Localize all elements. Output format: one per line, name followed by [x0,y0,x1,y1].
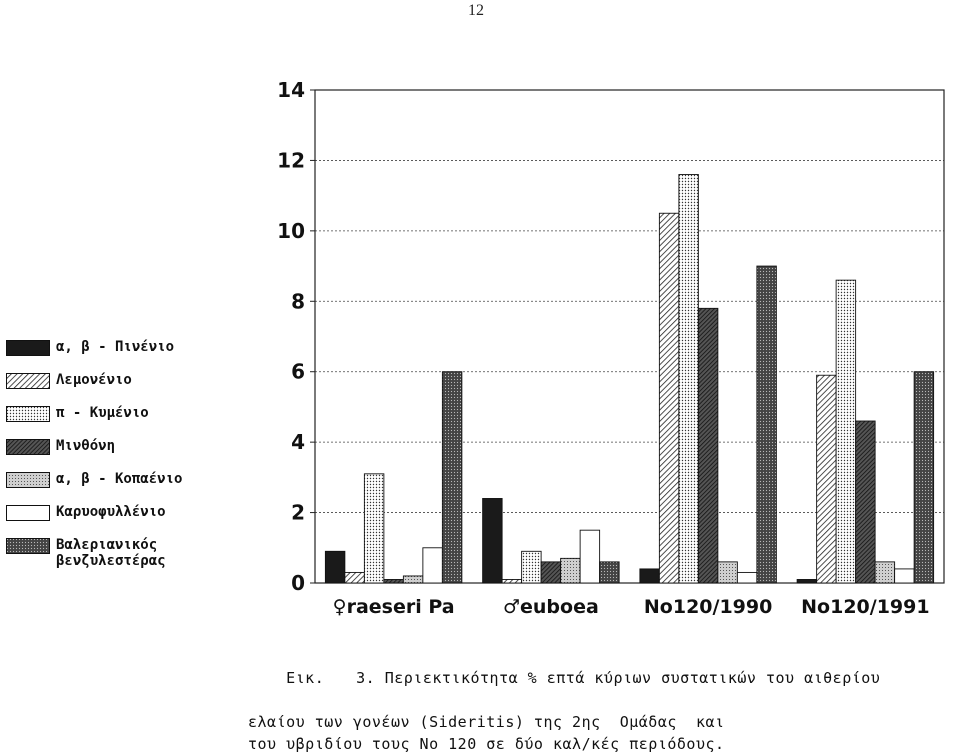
x-category-label: ♀raeseri Pa [332,596,455,618]
bar [580,530,600,583]
bar [640,569,660,583]
bar [561,558,581,583]
caption-label: Εικ. [286,669,325,687]
bar [856,421,876,583]
x-category-label: No120/1991 [801,596,930,618]
bar [914,372,934,583]
legend-label: α, β - Πινένιο [56,339,175,355]
caption-number: 3. [356,669,376,687]
bar [718,562,738,583]
bar [502,579,522,583]
bar [541,562,561,583]
y-tick-label: 6 [291,359,305,384]
x-category-label: No120/1990 [643,596,773,618]
y-tick-label: 8 [291,289,305,314]
bar [423,548,443,583]
legend-label: α, β - Κοπαένιο [56,471,183,487]
y-tick-label: 14 [277,78,305,102]
bar [817,375,837,583]
caption-line-2: ελαίου των γονέων (Sideritis) της 2ης Ομάδας και [248,713,725,731]
bar [522,551,542,583]
y-tick-label: 0 [291,571,305,595]
bar [875,562,895,583]
y-tick-label: 4 [291,430,305,455]
page-number: 12 [468,2,484,19]
bar [483,498,503,583]
legend-label: Καρυοφυλλένιο [56,504,166,520]
bar [364,474,384,583]
legend-label: Βαλεριανικός βενζυλεστέρας [56,537,166,569]
bar [797,579,817,583]
bar [600,562,620,583]
x-category-label: ♂euboea [502,596,599,618]
figure-caption [248,645,928,755]
bar [895,569,915,583]
bar [345,572,365,583]
y-tick-label: 2 [291,500,305,525]
bar [757,266,777,583]
y-tick-label: 12 [277,148,305,173]
legend-label: Λεμονένιο [56,372,132,388]
bar [679,175,699,583]
legend-label: π - Κυμένιο [56,405,149,421]
y-tick-label: 10 [277,218,305,243]
bar [659,213,679,583]
bar [442,372,462,583]
caption-line-1: Περιεκτικότητα % επτά κύριων συστατικών του αιθερίου [384,669,881,687]
caption-line-3: του υβριδίου τους Νο 120 σε δύο καλ/κές περιόδους. [248,735,725,753]
bar [384,579,404,583]
bar [403,576,423,583]
bar [737,572,757,583]
legend-label: Μινθόνη [56,438,116,454]
bar [325,551,345,583]
bar [836,280,856,583]
bar [698,308,718,583]
